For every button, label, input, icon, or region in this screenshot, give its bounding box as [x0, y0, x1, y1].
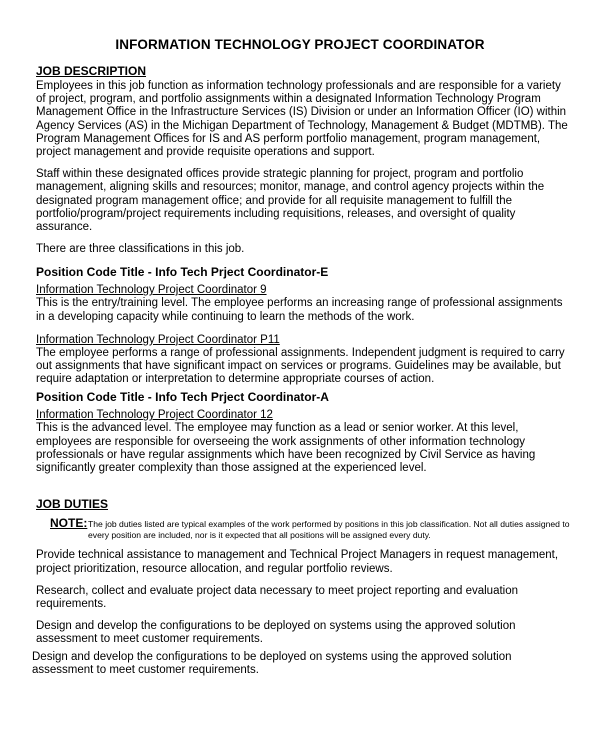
job-description-paragraph-2: Staff within these designated offices provide strategic planning for project, program and portfolio management, aligning skills and resources; monitor, manage, and control agency projects within the designated program management office; and provide for all requisite management to fulfill the portfolio/program/project requirements including requisitions, releases, and oversight of quality assurance.	[36, 168, 545, 234]
note-text: The job duties listed are typical examples of the work performed by positions in this job classification. Not all duties assigned to every position are included, nor is it expected that all positions will be assigned every duty.	[88, 519, 570, 540]
level-text-coordinator-p11: The employee performs a range of professional assignments. Independent judgment is required to carry out assignments that have significant impact on services or programs. Guidelines may be available, but require adaptation or interpretation to determine appropriate courses of action.	[36, 346, 565, 386]
job-description-paragraph-1: Employees in this job function as information technology professionals and are responsible for a variety of project, program, and portfolio assignments within a designated Information Technology Program Management Office in the Infrastructure Services (IS) Division or under an Information Officer (IO) within Agency Services (AS) in the Michigan Department of Technology, Management & Budget (MDTMB). The Program Management Offices for IS and AS perform portfolio management, program management, project management and provide requisite operations and support.	[36, 80, 568, 159]
level-name-coordinator-12: Information Technology Project Coordinator 12	[36, 409, 273, 422]
duty-item: Research, collect and evaluate project data necessary to meet project reporting and evaluation requirements.	[36, 584, 519, 611]
job-description-paragraph-3: There are three classifications in this job.	[36, 243, 245, 256]
level-name-coordinator-p11: Information Technology Project Coordinator P11	[36, 333, 280, 346]
duty-item: Design and develop the configurations to be deployed on systems using the approved solution assessment to meet customer requirements.	[32, 650, 512, 676]
document-body	[32, 64, 572, 677]
duty-item: Provide technical assistance to management and Technical Project Managers in request management, project prioritization, resource allocation, and regular portfolio reviews.	[36, 549, 559, 575]
page-title: INFORMATION TECHNOLOGY PROJECT COORDINATOR	[115, 37, 485, 52]
note-label: NOTE:	[50, 516, 88, 531]
level-name-coordinator-9: Information Technology Project Coordinator 9	[36, 284, 267, 297]
duty-item: Design and develop the configurations to be deployed on systems using the approved solution assessment to meet customer requirements.	[36, 620, 516, 646]
job-duties-heading: JOB DUTIES	[36, 497, 109, 512]
position-a-heading: Position Code Title - Info Tech Prject Coordinator-A	[36, 390, 329, 405]
level-text-coordinator-12: This is the advanced level. The employee may function as a lead or senior worker. At this level, employees are responsible for overseeing the work assignments of other information technology professionals or have regular assignments which have been recognized by Civil Service as having significantly greater complexity than those assigned at the experienced level.	[36, 422, 536, 475]
position-e-heading: Position Code Title - Info Tech Prject Coordinator-E	[36, 265, 329, 280]
job-duties-note	[50, 517, 572, 540]
job-description-heading: JOB DESCRIPTION	[36, 64, 147, 78]
level-text-coordinator-9: This is the entry/training level. The employee performs an increasing range of professional assignments in a developing capacity while continuing to learn the methods of the work.	[36, 297, 563, 323]
